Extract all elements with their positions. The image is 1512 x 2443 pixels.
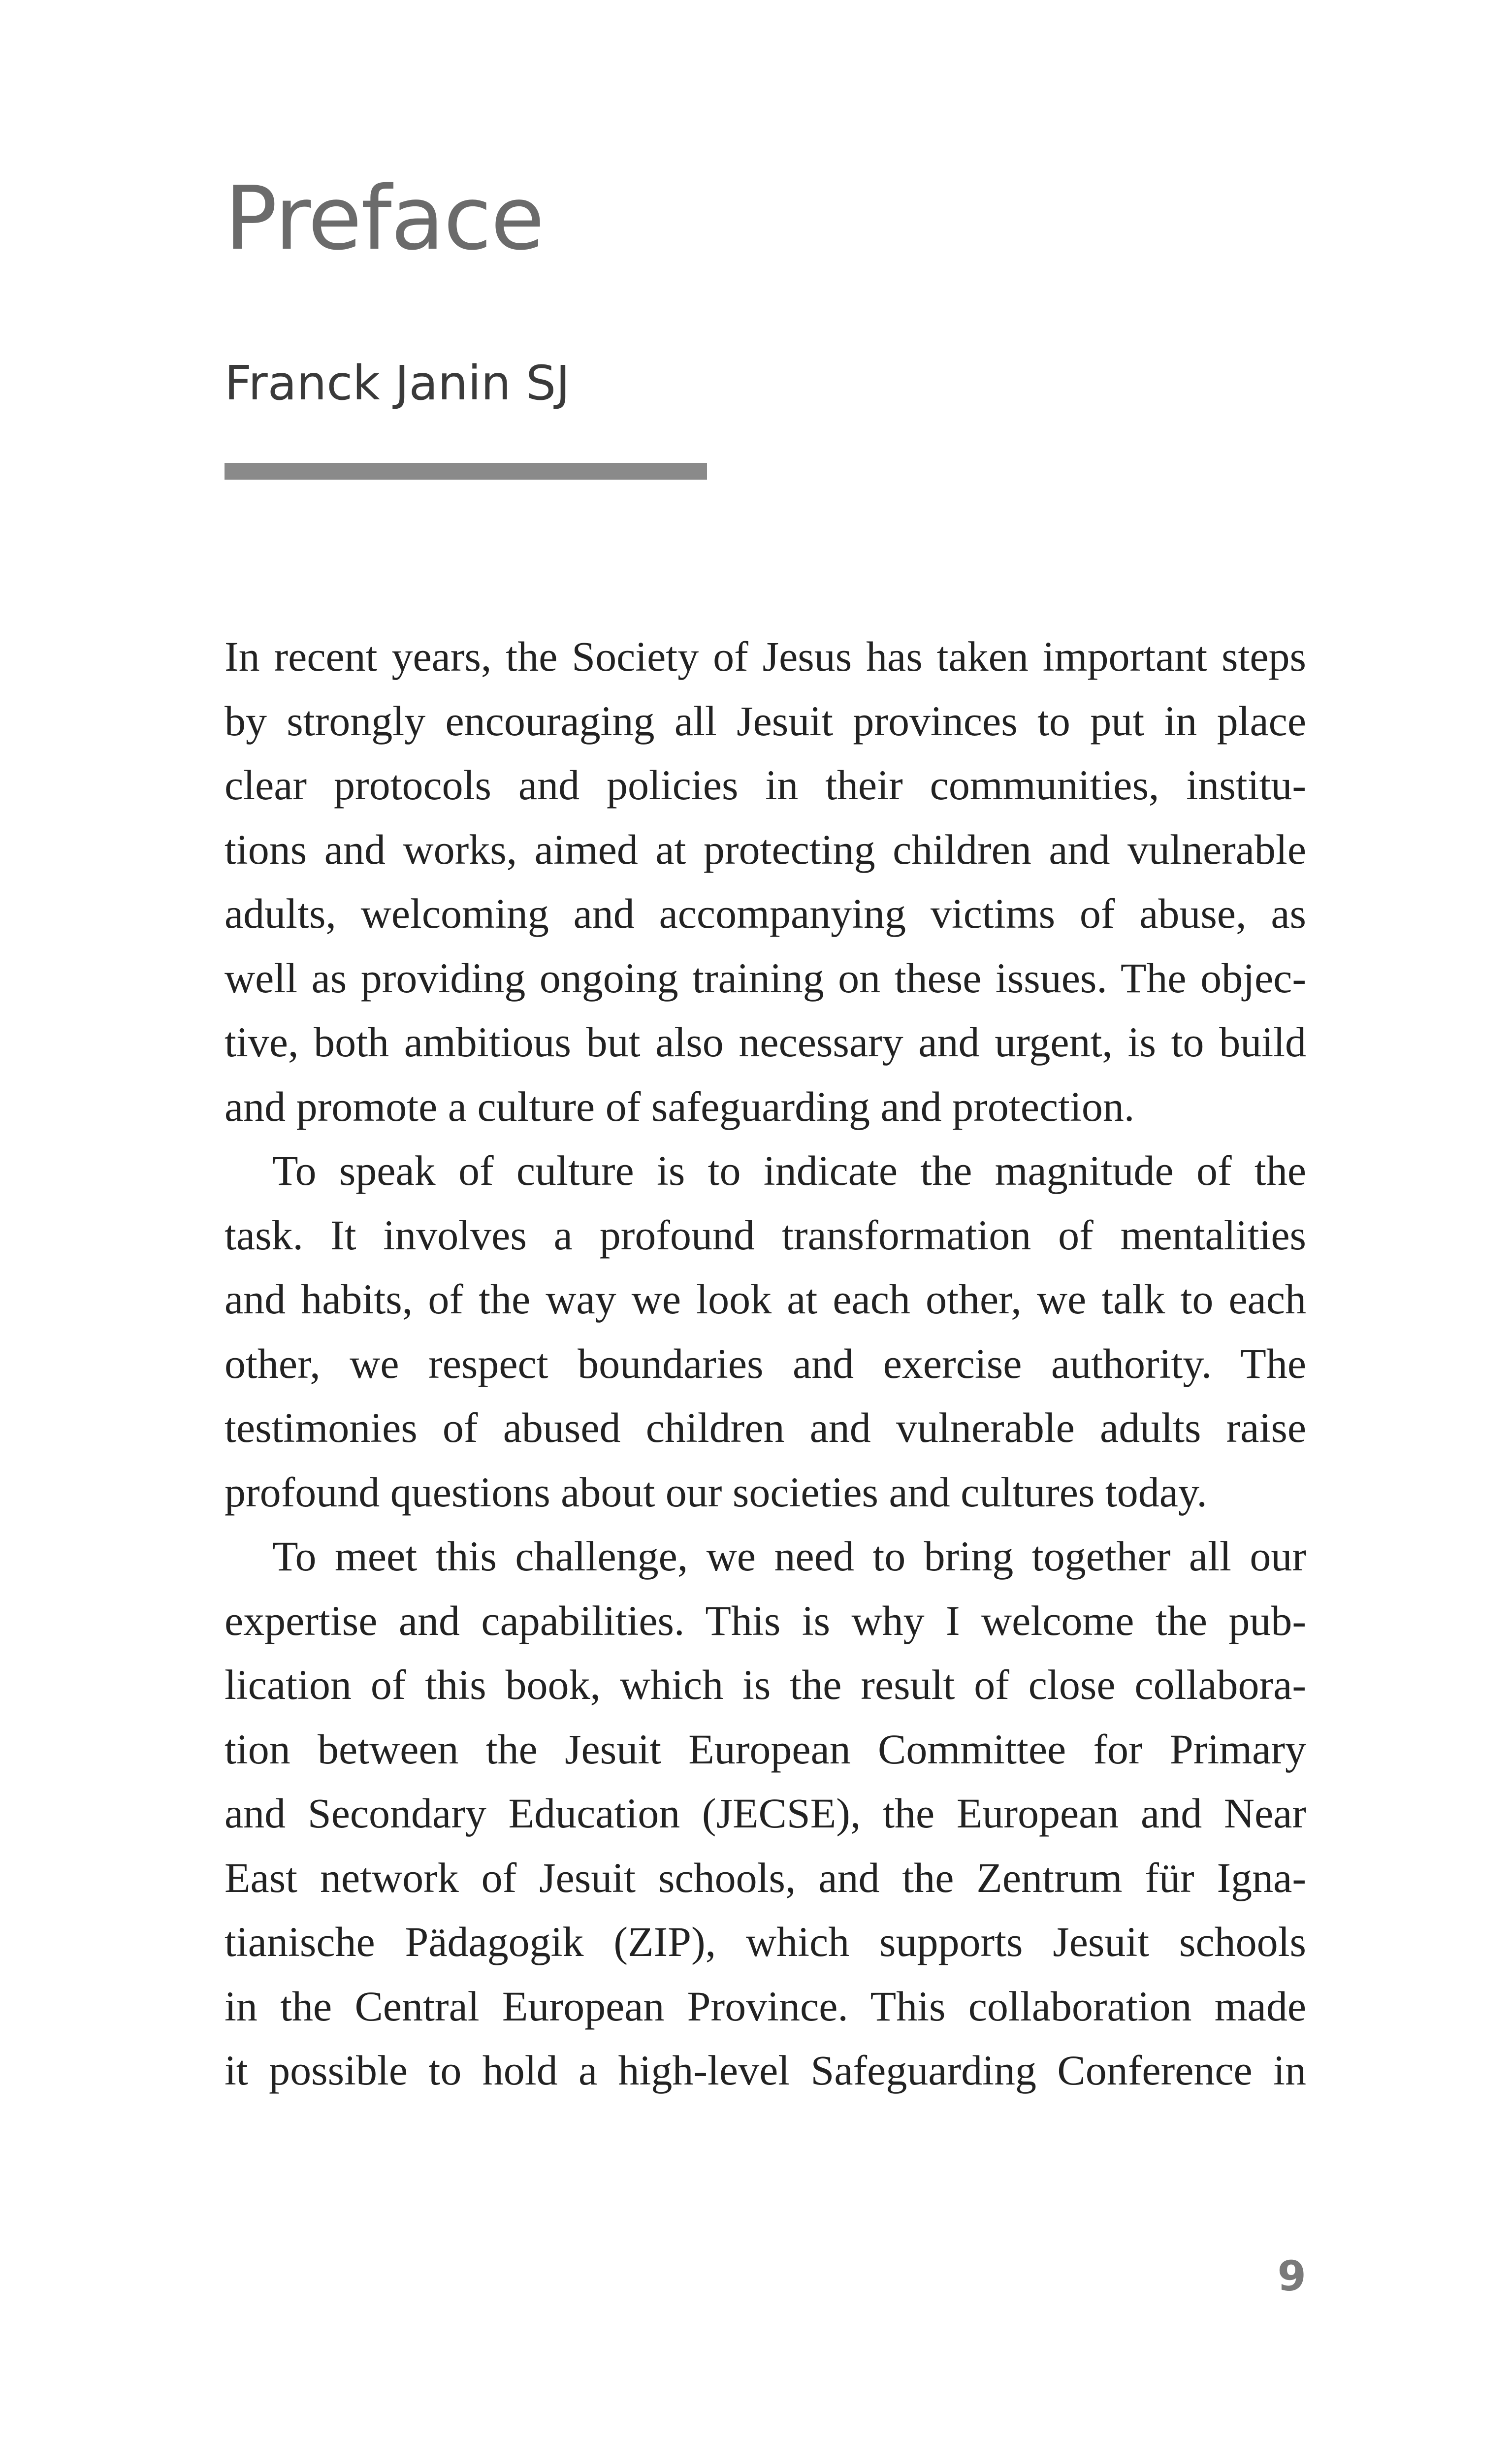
title-divider — [225, 463, 707, 480]
text-line: expertise and capabilities. This is why I welcome the pub- — [225, 1596, 1306, 1644]
body-text — [225, 624, 1306, 2103]
chapter-author: Franck Janin SJ — [225, 356, 570, 411]
text-line: tianische Pädagogik (ZIP), which supports Jesuit schools — [225, 1918, 1306, 1965]
text-line: testimonies of abused children and vulnerable adults raise — [225, 1404, 1306, 1451]
text-line: To meet this challenge, we need to bring together all our — [272, 1532, 1306, 1580]
chapter-title: Preface — [225, 167, 544, 269]
text-line: it possible to hold a high-level Safeguarding Conference in — [225, 2047, 1306, 2094]
text-line: To speak of culture is to indicate the magnitude of the — [272, 1147, 1306, 1194]
paragraph-1 — [225, 624, 1306, 1139]
text-line: tive, both ambitious but also necessary and urgent, is to build — [225, 1018, 1306, 1066]
paragraph-2 — [225, 1139, 1306, 1524]
text-line: adults, welcoming and accompanying victims of abuse, as — [225, 890, 1306, 937]
text-line: task. It involves a profound transformation of mentalities — [225, 1211, 1306, 1259]
text-line: other, we respect boundaries and exercise authority. The — [225, 1339, 1306, 1387]
paragraph-3 — [225, 1524, 1306, 2103]
text-line: in the Central European Province. This collaboration made — [225, 1982, 1306, 2030]
page-number: 9 — [1277, 2252, 1306, 2300]
text-line: In recent years, the Society of Jesus has taken important steps — [225, 633, 1306, 680]
text-line: tions and works, aimed at protecting children and vulnerable — [225, 825, 1306, 873]
text-line: clear protocols and policies in their communities, institu- — [225, 761, 1306, 809]
text-line: well as providing ongoing training on these issues. The objec- — [225, 954, 1306, 1002]
text-line: profound questions about our societies and cultures today. — [225, 1468, 1207, 1516]
text-line: and habits, of the way we look at each other, we talk to each — [225, 1275, 1306, 1323]
text-line: tion between the Jesuit European Committee for Primary — [225, 1725, 1306, 1773]
text-line: East network of Jesuit schools, and the Zentrum für Igna- — [225, 1854, 1306, 1901]
text-line: lication of this book, which is the result of close collabora- — [225, 1661, 1306, 1708]
text-line: and Secondary Education (JECSE), the European and Near — [225, 1790, 1306, 1837]
text-line: by strongly encouraging all Jesuit provinces to put in place — [225, 697, 1306, 745]
text-line: and promote a culture of safeguarding and protection. — [225, 1082, 1135, 1130]
